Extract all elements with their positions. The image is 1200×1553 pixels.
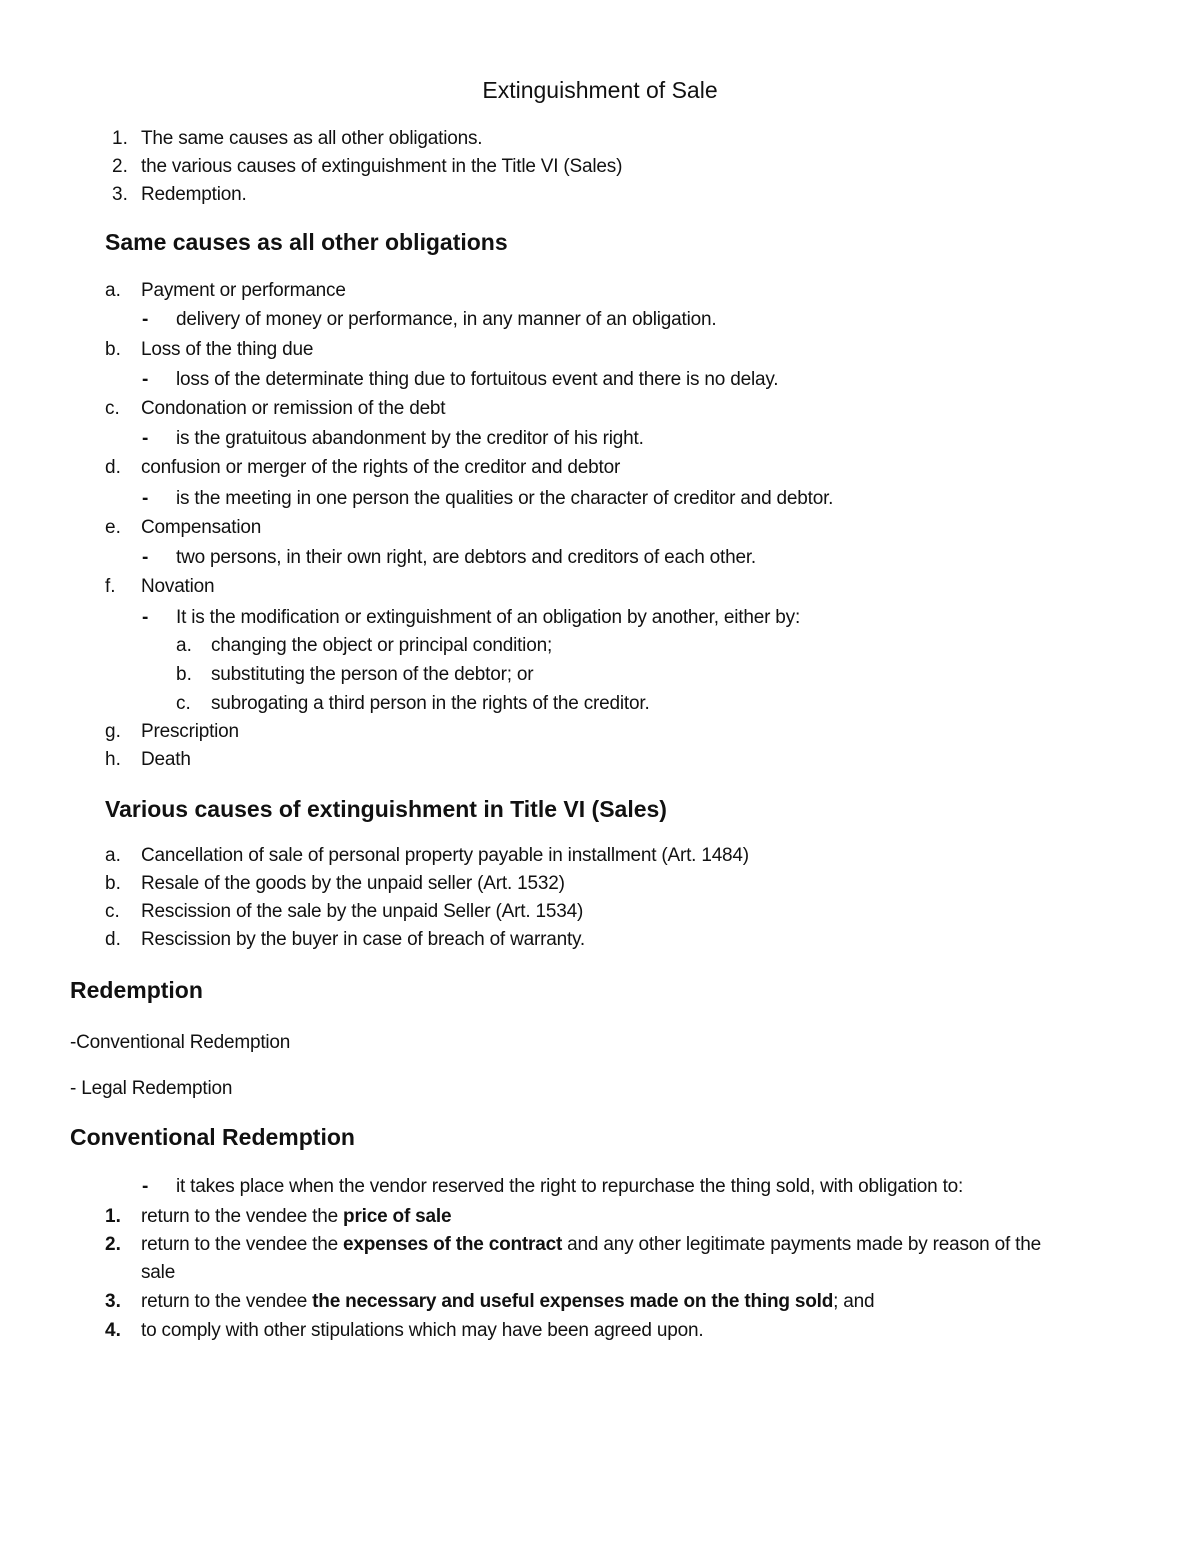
list-marker: c. xyxy=(105,398,120,419)
obligation-item-continuation: sale xyxy=(141,1262,176,1283)
redemption-type: - Legal Redemption xyxy=(70,1078,233,1099)
list-marker: 4. xyxy=(105,1320,121,1341)
list-marker: b. xyxy=(105,873,121,894)
cause-label: confusion or merger of the rights of the creditor and debtor xyxy=(141,457,621,478)
list-marker: f. xyxy=(105,576,116,597)
list-marker: 1. xyxy=(112,128,128,149)
list-marker: a. xyxy=(105,845,121,866)
cause-description: is the meeting in one person the qualities or the character of creditor and debtor. xyxy=(176,488,834,509)
section-heading-various-causes: Various causes of extinguishment in Title VI (Sales) xyxy=(105,796,667,822)
list-marker: b. xyxy=(105,339,121,360)
list-marker: a. xyxy=(176,635,192,656)
list-marker: a. xyxy=(105,280,121,301)
intro-item: the various causes of extinguishment in the Title VI (Sales) xyxy=(141,156,623,177)
list-marker: d. xyxy=(105,929,121,950)
novation-subitem: changing the object or principal condition; xyxy=(211,635,553,656)
sales-cause-item: Rescission by the buyer in case of breach of warranty. xyxy=(141,929,586,950)
document-title: Extinguishment of Sale xyxy=(482,77,718,103)
list-marker: 2. xyxy=(105,1234,121,1255)
cause-label: Death xyxy=(141,749,191,770)
section-heading-same-causes: Same causes as all other obligations xyxy=(105,229,508,255)
novation-subitem: substituting the person of the debtor; or xyxy=(211,664,534,685)
obligation-item: return to the vendee the expenses of the contract and any other legitimate payments made by reason of the xyxy=(141,1234,1041,1255)
list-marker: g. xyxy=(105,721,121,742)
cause-description: is the gratuitous abandonment by the creditor of his right. xyxy=(176,428,644,449)
sales-cause-item: Resale of the goods by the unpaid seller (Art. 1532) xyxy=(141,873,565,894)
cause-label: Loss of the thing due xyxy=(141,339,314,360)
obligation-item: return to the vendee the price of sale xyxy=(141,1206,452,1227)
obligation-item: return to the vendee the necessary and useful expenses made on the thing sold; and xyxy=(141,1291,875,1312)
sales-cause-item: Rescission of the sale by the unpaid Seller (Art. 1534) xyxy=(141,901,584,922)
dash-bullet: - xyxy=(142,369,149,390)
section-heading-redemption: Redemption xyxy=(70,977,203,1003)
list-marker: d. xyxy=(105,457,121,478)
cause-label: Compensation xyxy=(141,517,262,538)
dash-bullet: - xyxy=(142,607,149,628)
section-heading-conventional-redemption: Conventional Redemption xyxy=(70,1124,355,1150)
cause-label: Condonation or remission of the debt xyxy=(141,398,446,419)
dash-bullet: - xyxy=(142,428,149,449)
list-marker: 1. xyxy=(105,1206,121,1227)
sales-cause-item: Cancellation of sale of personal property payable in installment (Art. 1484) xyxy=(141,845,749,866)
novation-subitem: subrogating a third person in the rights of the creditor. xyxy=(211,693,650,714)
list-marker: b. xyxy=(176,664,192,685)
cause-label: Novation xyxy=(141,576,215,597)
intro-item: The same causes as all other obligations. xyxy=(141,128,483,149)
list-marker: c. xyxy=(176,693,191,714)
cause-label: Prescription xyxy=(141,721,239,742)
obligation-item: to comply with other stipulations which may have been agreed upon. xyxy=(141,1320,704,1341)
dash-bullet: - xyxy=(142,488,149,509)
intro-item: Redemption. xyxy=(141,184,247,205)
cause-description: It is the modification or extinguishment of an obligation by another, either by: xyxy=(176,607,801,628)
list-marker: c. xyxy=(105,901,120,922)
list-marker: e. xyxy=(105,517,121,538)
dash-bullet: - xyxy=(142,1176,149,1197)
dash-bullet: - xyxy=(142,309,149,330)
cause-description: two persons, in their own right, are debtors and creditors of each other. xyxy=(176,547,757,568)
cause-description: delivery of money or performance, in any manner of an obligation. xyxy=(176,309,717,330)
dash-bullet: - xyxy=(142,547,149,568)
conventional-intro: it takes place when the vendor reserved the right to repurchase the thing sold, with obligation to: xyxy=(176,1176,964,1197)
cause-description: loss of the determinate thing due to fortuitous event and there is no delay. xyxy=(176,369,779,390)
cause-label: Payment or performance xyxy=(141,280,346,301)
obligation-emphasis: the necessary and useful expenses made on the thing sold xyxy=(312,1291,834,1312)
obligation-emphasis: price of sale xyxy=(343,1206,452,1227)
list-marker: 2. xyxy=(112,156,128,177)
list-marker: h. xyxy=(105,749,121,770)
list-marker: 3. xyxy=(105,1291,121,1312)
list-marker: 3. xyxy=(112,184,128,205)
obligation-emphasis: expenses of the contract xyxy=(343,1234,563,1255)
redemption-type: -Conventional Redemption xyxy=(70,1032,291,1053)
